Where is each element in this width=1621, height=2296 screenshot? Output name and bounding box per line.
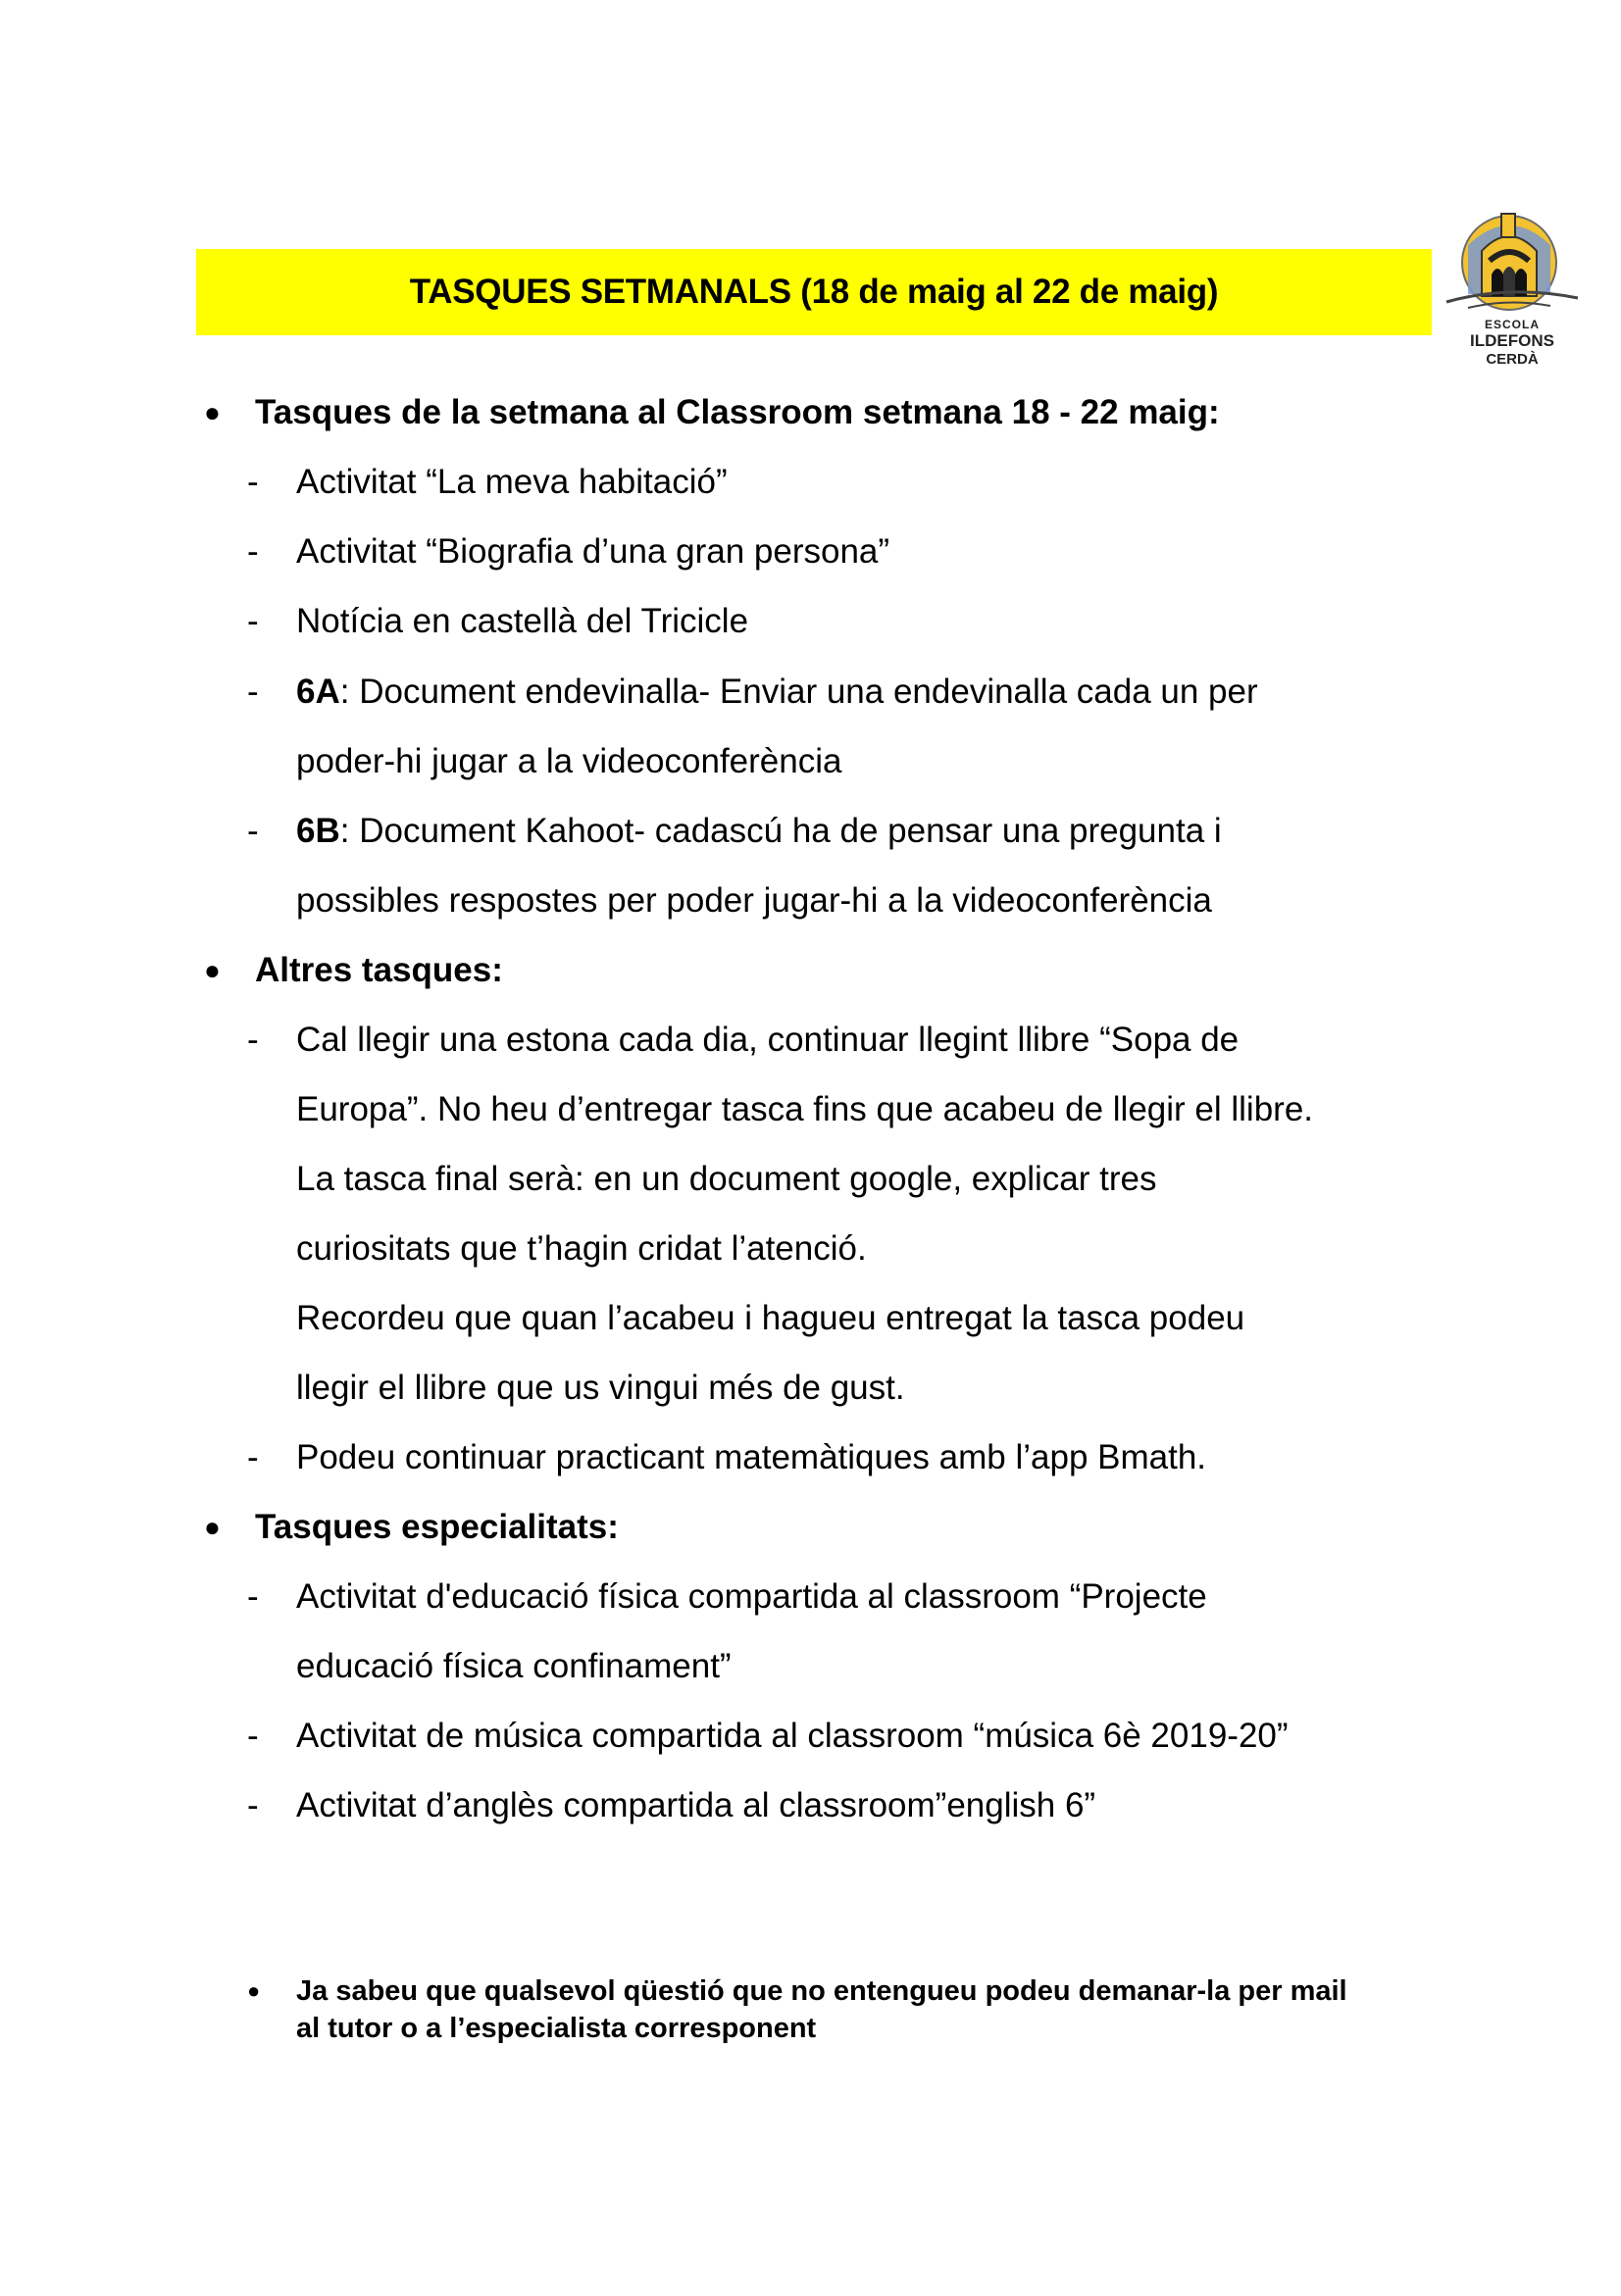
list-item-continuation: llegir el llibre que us vingui més de gust. [296,1369,905,1407]
dash-icon: - [247,1717,259,1755]
dash-icon: - [247,532,259,571]
page-title: TASQUES SETMANALS (18 de maig al 22 de maig) [409,273,1219,311]
section-heading: Tasques especialitats: [255,1508,619,1546]
list-item-continuation: Europa”. No heu d’entregar tasca fins que acabeu de llegir el llibre. [296,1090,1314,1128]
list-item-continuation: educació física confinament” [296,1647,732,1685]
list-item: Activitat “La meva habitació” [296,463,728,501]
section-heading: Altres tasques: [255,951,503,989]
dash-icon: - [247,812,259,850]
list-item: Activitat de música compartida al classroom “música 6è 2019-20” [296,1717,1289,1755]
list-item-continuation: possibles respostes per poder jugar-hi a la videoconferència [296,881,1212,920]
school-logo [1439,206,1586,373]
bullet-icon: ● [247,1978,261,2003]
list-item-continuation: curiositats que t’hagin cridat l’atenció. [296,1229,867,1268]
dash-icon: - [247,463,259,501]
class-label-6a: 6A [296,673,340,711]
item-text: : Document Kahoot- cadascú ha de pensar una pregunta i [339,812,1222,850]
footer-note-line: al tutor o a l’especialista corresponent [296,2013,817,2044]
list-item-continuation: La tasca final serà: en un document google, explicar tres [296,1160,1157,1198]
section-heading: Tasques de la setmana al Classroom setmana 18 - 22 maig: [255,393,1220,431]
list-item: Podeu continuar practicant matemàtiques amb l’app Bmath. [296,1438,1207,1476]
list-item-continuation: Recordeu que quan l’acabeu i hagueu entregat la tasca podeu [296,1299,1245,1337]
school-emblem-icon [1439,206,1586,316]
list-item: Activitat d’anglès compartida al classroom”english 6” [296,1786,1096,1824]
bullet-icon: ● [204,1512,221,1542]
list-item-continuation: poder-hi jugar a la videoconferència [296,742,842,780]
bullet-icon: ● [204,955,221,985]
bullet-icon: ● [204,397,221,427]
logo-text-escola: ESCOLA [1484,318,1540,331]
list-item: Notícia en castellà del Tricicle [296,602,749,640]
title-banner [196,249,1432,335]
list-item: Activitat “Biografia d’una gran persona” [296,532,890,571]
logo-text-ildefons: ILDEFONS [1470,331,1554,350]
list-item: Activitat d'educació física compartida al classroom “Projecte [296,1577,1207,1616]
dash-icon: - [247,602,259,640]
logo-text-cerda: CERDÀ [1486,351,1539,368]
dash-icon: - [247,1577,259,1616]
item-text: : Document endevinalla- Enviar una endevinalla cada un per [339,673,1258,711]
dash-icon: - [247,1786,259,1824]
list-item [296,812,1222,851]
class-label-6b: 6B [296,812,340,850]
footer-note-line: Ja sabeu que qualsevol qüestió que no entengueu podeu demanar-la per mail [296,1975,1347,2007]
dash-icon: - [247,673,259,711]
dash-icon: - [247,1021,259,1059]
dash-icon: - [247,1438,259,1476]
list-item [296,673,1258,712]
list-item: Cal llegir una estona cada dia, continuar llegint llibre “Sopa de [296,1021,1240,1059]
